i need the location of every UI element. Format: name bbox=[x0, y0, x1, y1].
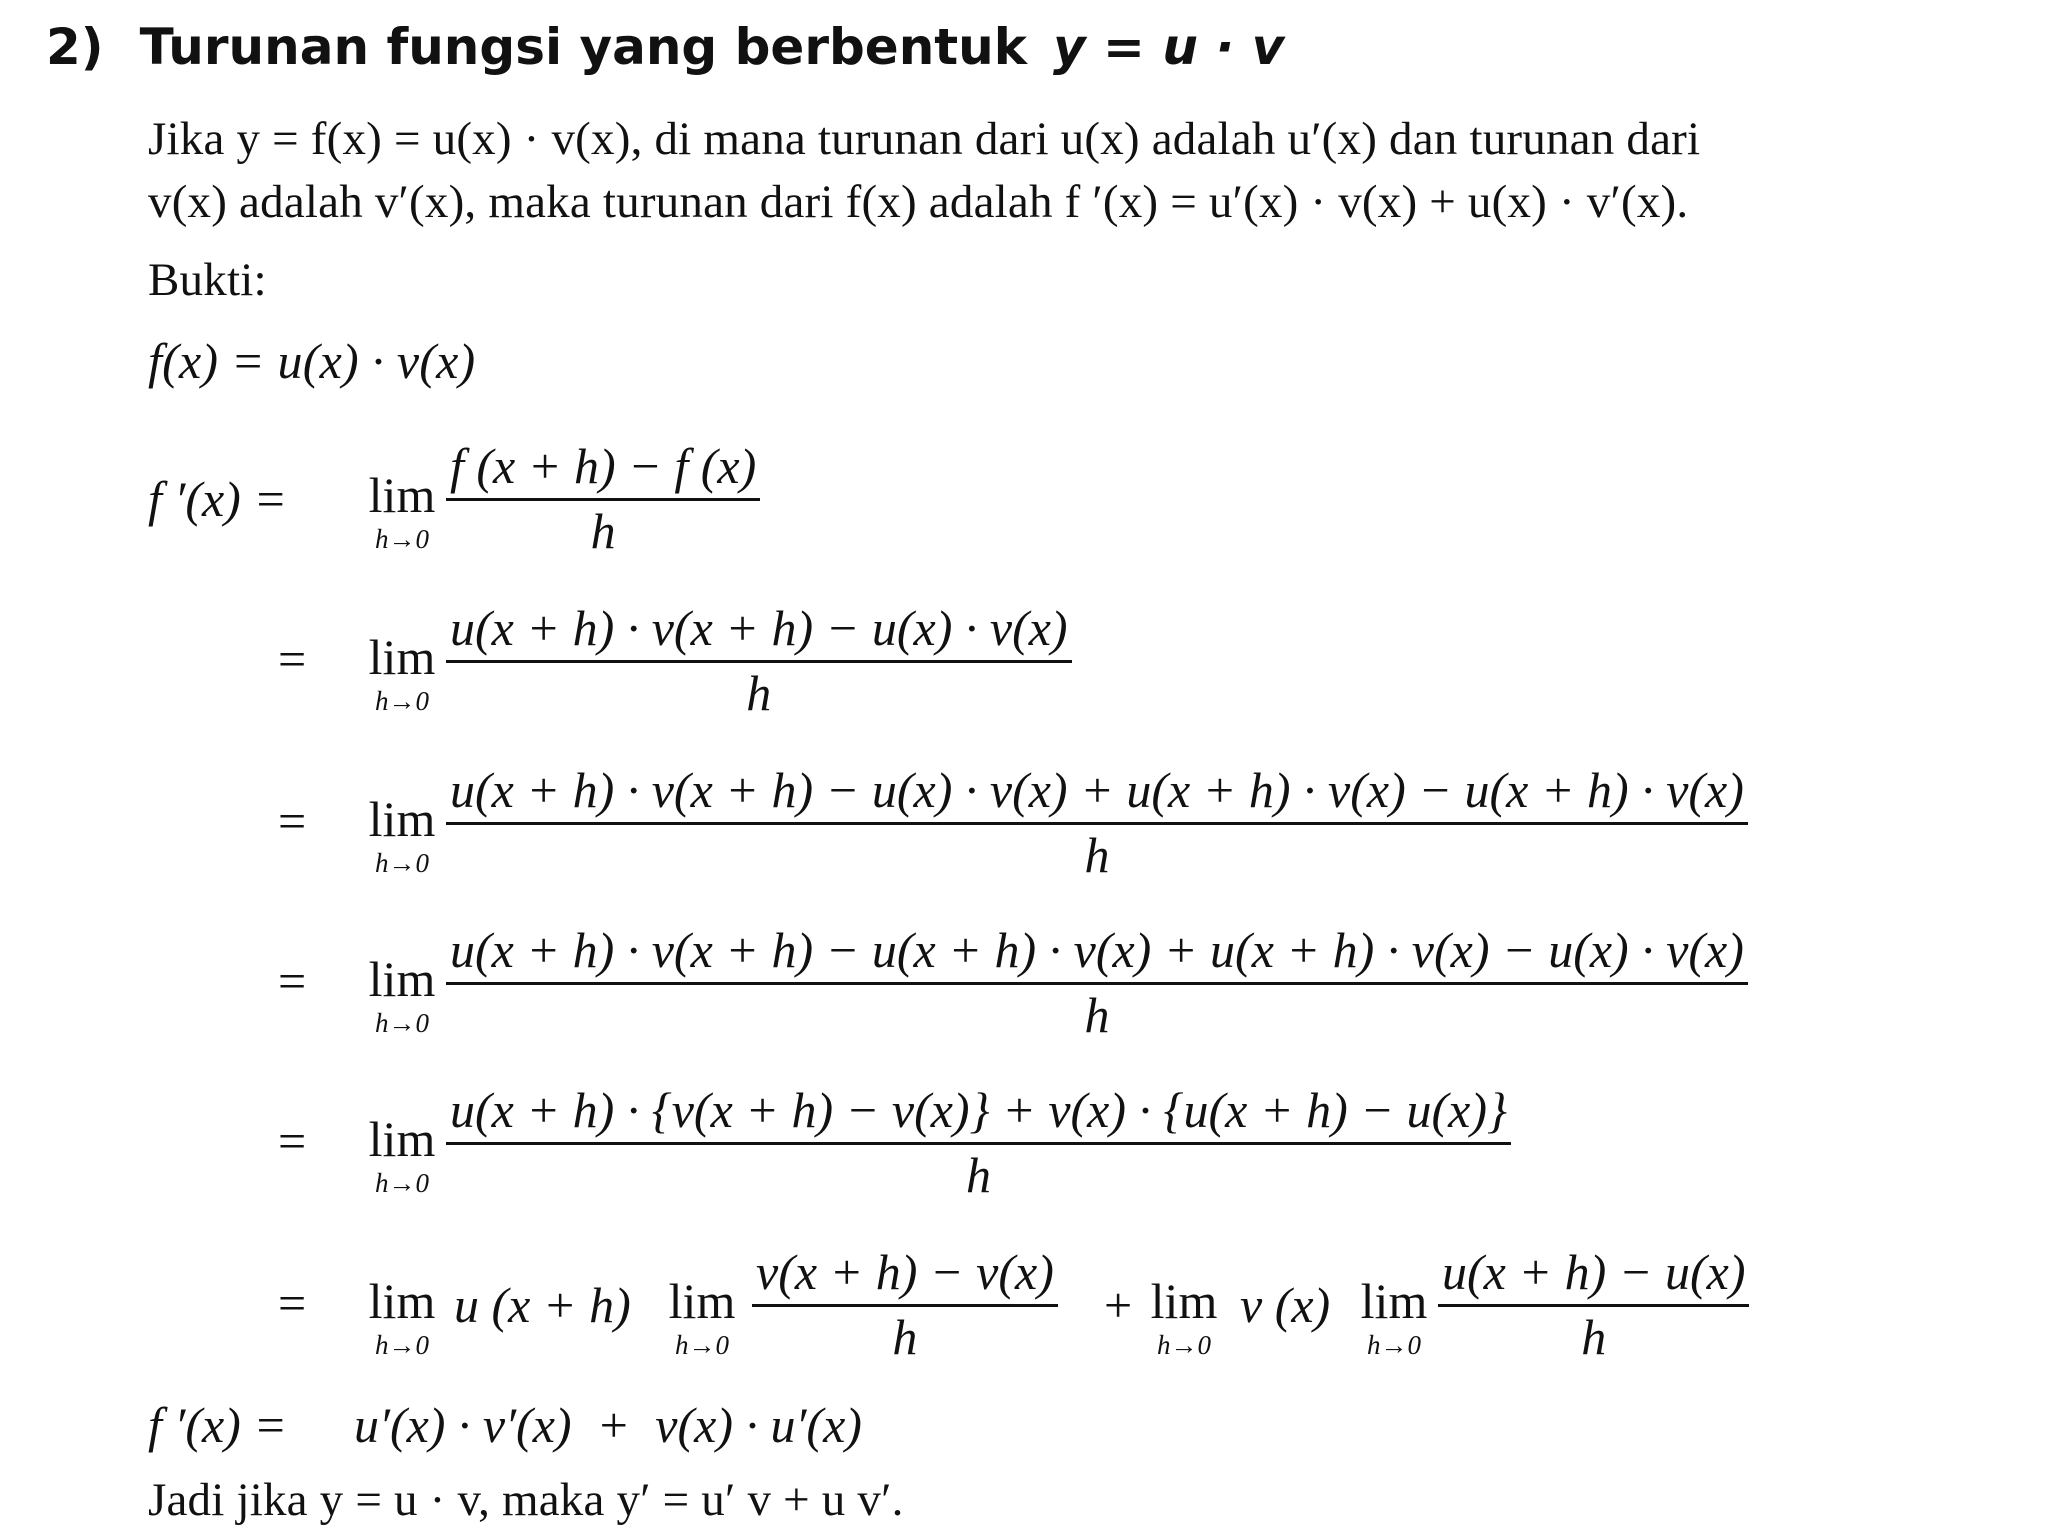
step-6-equals: = bbox=[278, 1275, 307, 1331]
fraction-numerator: u(x + h) · v(x + h) − u(x + h) · v(x) + u(x + h) · v(x) − u(x) · v(x) bbox=[446, 922, 1748, 985]
section-title: Turunan fungsi yang berbentuk bbox=[139, 18, 1028, 76]
paragraph-line-1: Jika y = f(x) = u(x) · v(x), di mana turunan dari u(x) adalah u′(x) dan turunan dari bbox=[148, 113, 1701, 165]
step-3-equals: = bbox=[278, 793, 307, 849]
fraction-numerator: u(x + h) · v(x + h) − u(x) · v(x) + u(x + h) · v(x) − u(x + h) · v(x) bbox=[446, 762, 1748, 825]
step-5-equals: = bbox=[278, 1113, 307, 1169]
fraction-denominator: h bbox=[892, 1309, 918, 1365]
step-6-plus: + bbox=[1104, 1277, 1133, 1333]
limit-subscript: h→0 bbox=[675, 1330, 729, 1360]
fraction-numerator: u(x + h) · v(x + h) − u(x) · v(x) bbox=[446, 600, 1072, 663]
conclusion-line: Jadi jika y = u · v, maka y′ = u′ v + u v′. bbox=[148, 1474, 904, 1526]
fraction-denominator: h bbox=[746, 665, 772, 721]
limit-word: lim bbox=[1150, 1273, 1218, 1329]
proof-label: Bukti: bbox=[148, 254, 267, 306]
section-number: 2) bbox=[46, 18, 104, 76]
section-formula: y = u · v bbox=[1053, 18, 1285, 76]
limit-subscript: h→0 bbox=[1157, 1330, 1211, 1360]
step-4-fraction bbox=[446, 922, 1748, 1045]
definition-equation: f(x) = u(x) · v(x) bbox=[148, 333, 476, 389]
step-5-limit bbox=[362, 1111, 442, 1198]
limit-subscript: h→0 bbox=[375, 686, 429, 716]
step-2-fraction bbox=[446, 600, 1072, 723]
step-3-fraction bbox=[446, 762, 1748, 885]
step-2-limit bbox=[362, 629, 442, 716]
limit-subscript: h→0 bbox=[375, 524, 429, 554]
limit-subscript: h→0 bbox=[375, 1168, 429, 1198]
step-6-fraction-1 bbox=[752, 1244, 1058, 1367]
step-2-equals: = bbox=[278, 631, 307, 687]
limit-word: lim bbox=[368, 467, 436, 523]
limit-word: lim bbox=[668, 1273, 736, 1329]
step-6-limit-4 bbox=[1354, 1273, 1434, 1360]
limit-word: lim bbox=[1360, 1273, 1428, 1329]
step-6-limit-3 bbox=[1144, 1273, 1224, 1360]
limit-word: lim bbox=[368, 791, 436, 847]
step-6-limit-2 bbox=[662, 1273, 742, 1360]
step-4-equals: = bbox=[278, 953, 307, 1009]
limit-subscript: h→0 bbox=[375, 1008, 429, 1038]
result-lhs: f ′(x) = bbox=[148, 1397, 288, 1453]
step-6-fraction-2 bbox=[1438, 1244, 1749, 1367]
limit-word: lim bbox=[368, 951, 436, 1007]
step-6-limit-1 bbox=[362, 1273, 442, 1360]
fraction-numerator: f (x + h) − f (x) bbox=[446, 438, 760, 501]
step-1-fraction bbox=[446, 438, 760, 561]
step-4-limit bbox=[362, 951, 442, 1038]
step-1-limit bbox=[362, 467, 442, 554]
step-6-term-2: v (x) bbox=[1240, 1277, 1331, 1333]
fraction-numerator: u(x + h) − u(x) bbox=[1438, 1244, 1749, 1307]
limit-subscript: h→0 bbox=[375, 1330, 429, 1360]
section-heading bbox=[46, 18, 1284, 76]
limit-subscript: h→0 bbox=[1367, 1330, 1421, 1360]
step-3-limit bbox=[362, 791, 442, 878]
limit-word: lim bbox=[368, 629, 436, 685]
fraction-numerator: v(x + h) − v(x) bbox=[752, 1244, 1058, 1307]
limit-word: lim bbox=[368, 1111, 436, 1167]
paragraph-line-2: v(x) adalah v′(x), maka turunan dari f(x) adalah f ′(x) = u′(x) · v(x) + u(x) · v′(x). bbox=[148, 176, 1689, 228]
fraction-denominator: h bbox=[1084, 987, 1110, 1043]
fraction-denominator: h bbox=[590, 503, 616, 559]
limit-word: lim bbox=[368, 1273, 436, 1329]
step-1-lhs: f ′(x) = bbox=[148, 471, 288, 527]
fraction-numerator: u(x + h) · {v(x + h) − v(x)} + v(x) · {u(x + h) − u(x)} bbox=[446, 1082, 1511, 1145]
result-rhs: u′(x) · v′(x) + v(x) · u′(x) bbox=[354, 1397, 862, 1453]
step-5-fraction bbox=[446, 1082, 1511, 1205]
step-6-term-1: u (x + h) bbox=[454, 1277, 631, 1333]
limit-subscript: h→0 bbox=[375, 848, 429, 878]
fraction-denominator: h bbox=[1581, 1309, 1607, 1365]
fraction-denominator: h bbox=[1084, 827, 1110, 883]
fraction-denominator: h bbox=[965, 1147, 991, 1203]
